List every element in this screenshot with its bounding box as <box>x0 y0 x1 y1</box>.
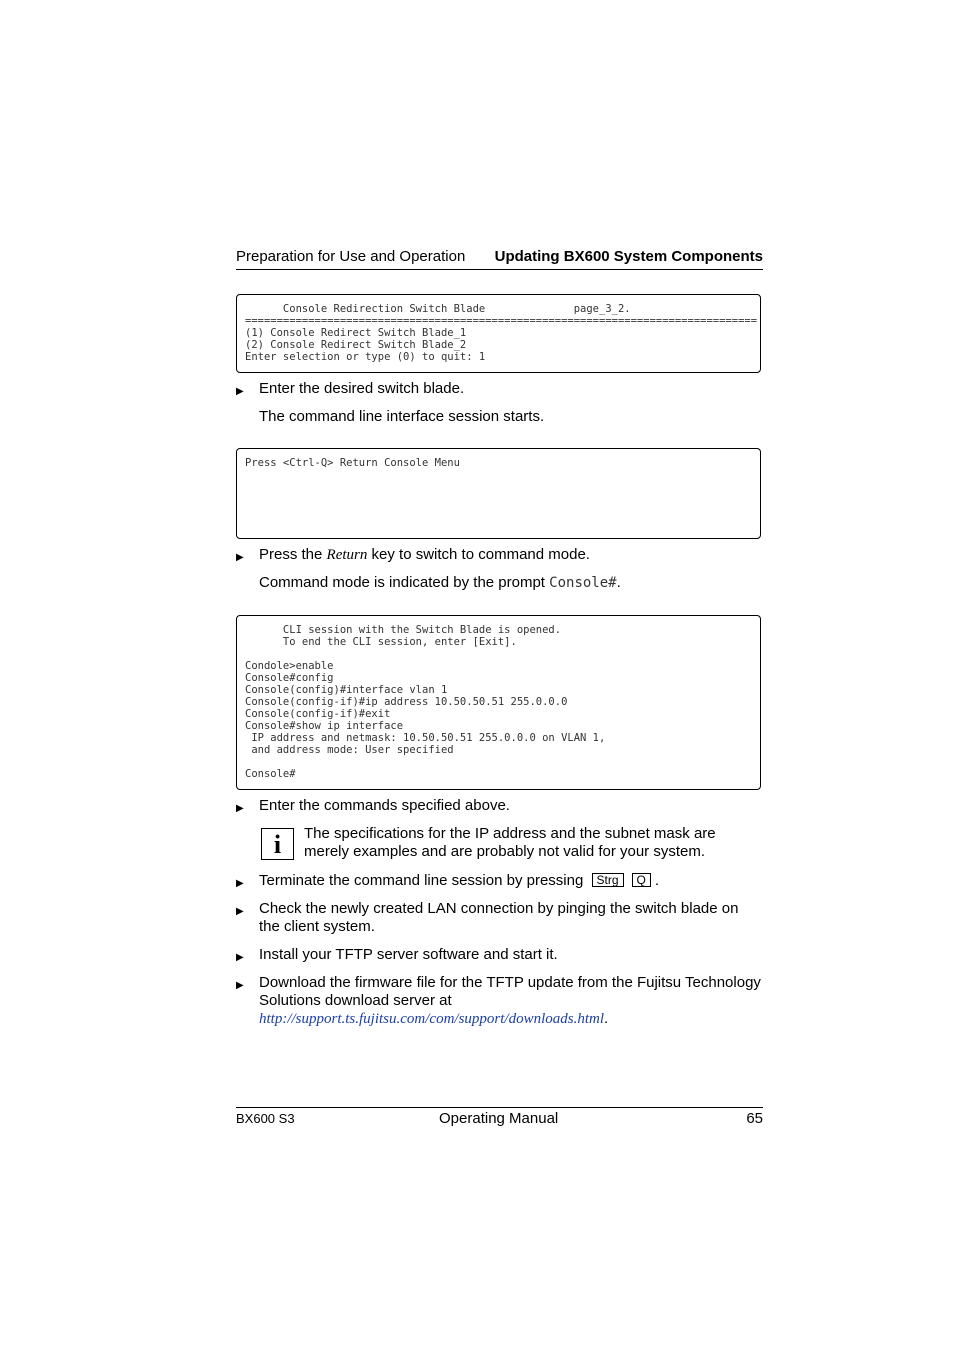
step-text-pre: Press the <box>259 546 327 563</box>
console-menu-text: Console Redirection Switch Blade page_3_2. ================================================================================= (1) Console Redirect Switch Blade_1 (2) Console Redirect Switch Blade_2 Enter selection or type (0) to quit: 1 <box>245 303 758 363</box>
step-text-post: . <box>604 1010 609 1027</box>
triangle-right-icon: ▶ <box>236 803 244 814</box>
return-key-name: Return <box>326 547 368 563</box>
triangle-right-icon: ▶ <box>236 552 244 563</box>
step-text-main: Download the firmware file for the TFTP update from the Fujitsu Technology Solutions download server at <box>259 974 761 1009</box>
step-text: Enter the commands specified above. <box>259 797 510 814</box>
step-text <box>259 546 763 564</box>
paragraph-command-mode <box>259 574 763 592</box>
step-text <box>259 872 763 890</box>
cli-session-text: CLI session with the Switch Blade is opened. To end the CLI session, enter [Exit]. Condole>enable Console#config Console(config)#interface vlan 1 Console(config-if)#ip address 10.50.50.51 255.0.0.0 Console(config-if)#exit Console#show ip interface IP address and netmask: 10.50.50.51 255.0.0.0 on VLAN 1, and address mode: User specified Console# <box>245 624 606 780</box>
footer-manual-title: Operating Manual <box>439 1110 559 1127</box>
info-note: The specifications for the IP address and the subnet mask are merely examples and are probably not valid for your system. <box>304 825 716 860</box>
cli-session-screen <box>236 615 761 790</box>
key-strg: Strg <box>592 873 624 887</box>
step-text: Install your TFTP server software and start it. <box>259 946 558 963</box>
step-text-post: . <box>654 872 660 889</box>
step-text: Enter the desired switch blade. <box>259 380 465 397</box>
console-prompt: Console# <box>549 575 617 591</box>
paragraph-cli-starts: The command line interface session starts. <box>259 408 545 425</box>
step-text: Check the newly created LAN connection by pinging the switch blade on the client system. <box>259 900 739 935</box>
step-text-post: key to switch to command mode. <box>367 546 590 563</box>
step-text-pre: Terminate the command line session by pressing <box>259 872 584 889</box>
ctrl-q-text: Press <Ctrl-Q> Return Console Menu <box>245 457 460 469</box>
triangle-right-icon: ▶ <box>236 952 244 963</box>
para-pre: Command mode is indicated by the prompt <box>259 574 550 591</box>
triangle-right-icon: ▶ <box>236 980 244 991</box>
para-post: . <box>616 574 621 591</box>
ctrl-q-screen <box>236 448 761 539</box>
info-icon: i <box>261 828 294 860</box>
step-text <box>259 974 763 1028</box>
page-number: 65 <box>746 1110 763 1127</box>
running-header-chapter: Preparation for Use and Operation <box>236 248 466 265</box>
console-menu-screen <box>236 294 761 373</box>
header-divider <box>236 269 763 270</box>
key-q: Q <box>632 873 651 887</box>
triangle-right-icon: ▶ <box>236 386 244 397</box>
triangle-right-icon: ▶ <box>236 878 244 889</box>
footer-product: BX600 S3 <box>236 1111 295 1126</box>
footer-divider <box>236 1107 763 1108</box>
triangle-right-icon: ▶ <box>236 906 244 917</box>
running-header-section: Updating BX600 System Components <box>494 248 763 265</box>
download-link[interactable]: http://support.ts.fujitsu.com/com/support/downloads.html <box>259 1011 605 1027</box>
